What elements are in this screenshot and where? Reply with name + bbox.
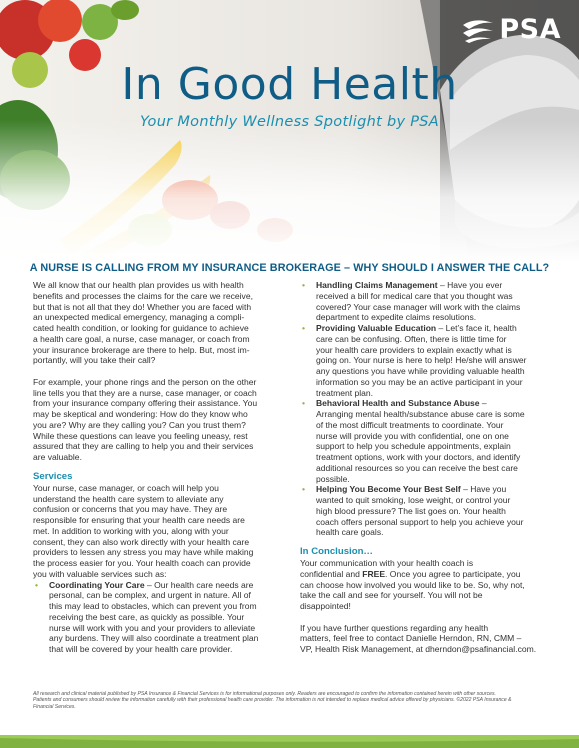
psa-logo-icon — [461, 17, 495, 43]
services-line: you with valuable services such as: — [33, 568, 167, 579]
bullet-line: coach offers personal support to help you achieve your — [316, 516, 524, 527]
bullet-line: any questions you have while providing valuable health — [316, 366, 525, 376]
conclusion-line: . Once you agree to participate, you — [385, 568, 521, 579]
bullet-title: Coordinating Your Care — [49, 579, 145, 590]
bullet-title: Behavioral Health and Substance Abuse — [316, 398, 480, 409]
bullet-line: of the most difficult treatments to coordinate. Your — [316, 419, 504, 430]
intro-line: cated health condition, or looking for guidance to achieve — [33, 323, 249, 333]
conclusion-line: take the call and see for yourself. You will not be — [300, 590, 483, 601]
services-line: the process easier for you. Your health coach can provide — [33, 558, 251, 568]
contact-paragraph — [300, 623, 550, 655]
left-column — [33, 280, 285, 655]
bullet-claims-management — [300, 280, 550, 323]
title-block — [0, 58, 579, 130]
services-line: providers to lessen any stress you may have while making — [33, 547, 254, 558]
example-line: are valuable. — [33, 452, 82, 462]
intro-line: but that is not all that they do! Whether you are faced with — [33, 301, 252, 312]
services-paragraph — [33, 483, 285, 580]
bullet-line: covered? Your case manager will work with the claims — [316, 301, 521, 312]
bullet-icon: • — [302, 398, 305, 409]
conclusion-paragraph — [300, 558, 550, 612]
bullet-title: Providing Valuable Education — [316, 323, 437, 333]
disclaimer — [33, 691, 553, 710]
contact-line: If you have further questions regarding any health — [300, 622, 489, 633]
bullet-line: high blood pressure? The list goes on. Your health — [316, 505, 506, 516]
newsletter-title: In Good Health — [121, 59, 458, 110]
bullet-line: department to expedite claims resolutions. — [316, 312, 477, 323]
bullet-line: treatment plan. — [316, 387, 374, 398]
bullet-line: support to help you schedule appointments, explain — [316, 441, 511, 452]
newsletter-subtitle: Your Monthly Wellness Spotlight by PSA — [139, 114, 440, 130]
spacer — [33, 366, 285, 377]
bullet-icon: • — [35, 579, 38, 590]
bullet-line: nurse will provide you with confidential, one on one — [316, 430, 509, 441]
services-line: consent, they can also work directly with your health care — [33, 536, 250, 547]
contact-line[interactable]: VP, Health Risk Management, at dherndon@psafinancial.com. — [300, 644, 537, 654]
bullet-line: – Have you ever — [437, 280, 503, 290]
services-line: confusion or concerns that you may have. They are — [33, 504, 228, 515]
bullet-line: – — [479, 398, 487, 409]
bullet-line: going on. Your nurse is here to help! He/she will answer — [316, 355, 527, 366]
example-line: you are? Why are they calling you? Can you trust them? — [33, 419, 246, 430]
bullet-best-self — [300, 484, 550, 538]
example-paragraph — [33, 377, 285, 463]
bullet-line: information so you may be an active participant in your — [316, 376, 523, 387]
bullet-coordinating-care — [33, 580, 285, 655]
bullet-line: treatment options, work with your doctors, and identify — [316, 452, 521, 462]
services-heading: Services — [33, 470, 73, 482]
spacer — [300, 612, 550, 623]
intro-paragraph — [33, 280, 285, 366]
bullet-line: personal, can be complex, and urgent in nature. All of — [49, 590, 251, 601]
services-line: Your nurse, case manager, or coach will help you — [33, 482, 219, 493]
bullet-line: receiving the best care, as quickly as possible. Your — [49, 611, 245, 622]
logo-text: PSA — [499, 14, 561, 45]
bullet-line: this may lead to obstacles, which can prevent you from — [49, 601, 257, 611]
bullet-line: any burdens. They will also coordinate a treatment plan — [49, 633, 259, 644]
example-line: While these questions can leave you feeling uneasy, rest — [33, 430, 248, 441]
conclusion-line: Your communication with your health coach is — [300, 558, 474, 568]
bullet-icon: • — [302, 484, 305, 495]
bullet-line: that will be covered by your health care provider. — [49, 644, 233, 654]
example-line: For example, your phone rings and the person on the other — [33, 376, 257, 387]
conclusion-heading: In Conclusion… — [300, 546, 374, 557]
bullet-line: – Let’s face it, health — [436, 323, 517, 333]
bullet-line: nurse will work with you and your providers to alleviate — [49, 622, 256, 633]
disclaimer-line: Financial Services. — [33, 703, 76, 710]
bullet-line: – Our health care needs are — [144, 579, 254, 590]
bullet-line: Arranging mental health/substance abuse care is some — [316, 409, 525, 419]
footer-bar — [0, 735, 579, 748]
bullet-line: possible. — [316, 473, 350, 484]
bullet-icon: • — [302, 280, 305, 290]
bullet-icon: • — [302, 323, 305, 333]
bullet-line: – Have you — [460, 484, 507, 495]
example-line: assured that they are calling to help you and their services — [33, 441, 254, 452]
services-line: understand the health care system to alleviate any — [33, 493, 224, 504]
bullet-line: additional resources so you can receive the best care — [316, 462, 518, 473]
example-line: line tells you that they are a nurse, case manager, or coach — [33, 387, 257, 398]
bullet-line: your health care providers to explain exactly what is — [316, 344, 512, 355]
bullet-line: health care goals. — [316, 527, 384, 538]
psa-logo — [461, 14, 561, 45]
header-banner — [0, 0, 579, 262]
intro-line: an unexpected medical emergency, managing a compli- — [33, 312, 245, 323]
intro-line: your insurance brokerage are there to help. But, most im- — [33, 344, 250, 355]
article-headline: A NURSE IS CALLING FROM MY INSURANCE BROKERAGE – WHY SHOULD I ANSWER THE CALL? — [29, 262, 550, 274]
services-bullet-list-left — [33, 580, 285, 655]
conclusion-line: can choose how involved you would like to be. So, why not, — [300, 579, 525, 590]
disclaimer-line: Patients and consumers should review the information carefully with their professional health care provider. The information is not intended to replace medical advice offered by physicians. ©2022 PSA Insurance & — [33, 697, 512, 704]
intro-line: portantly, will you take their call? — [33, 355, 156, 366]
bullet-title: Helping You Become Your Best Self — [316, 484, 461, 495]
right-column — [300, 280, 550, 655]
example-line: from your insurance company offering their assistance. You — [33, 398, 258, 409]
free-emphasis: FREE — [362, 568, 386, 579]
intro-line: a health care goal, a nurse, case manager, or coach from — [33, 333, 250, 344]
intro-line: We all know that our health plan provides us with health — [33, 280, 244, 290]
conclusion-line: disappointed! — [300, 601, 351, 611]
example-line: may be skeptical and wondering: How do they know who — [33, 409, 248, 419]
bullet-title: Handling Claims Management — [316, 280, 438, 290]
contact-line: matters, feel free to contact Danielle Herndon, RN, CMM – — [300, 633, 522, 644]
bullet-behavioral-health — [300, 398, 550, 484]
services-bullet-list-right — [300, 280, 550, 538]
intro-line: benefits and processes the claims for the care we receive, — [33, 290, 253, 301]
bullet-line: care can be confusing. Often, there is little time for — [316, 333, 507, 344]
disclaimer-line: All research and clinical material published by PSA Insurance & Financial Services is for informational purposes only. Readers are encouraged to confirm the information contained herein with other sources. — [33, 691, 496, 697]
bullet-line: wanted to quit smoking, lose weight, or control your — [316, 495, 511, 505]
bullet-valuable-education — [300, 323, 550, 398]
services-line: met. In addition to working with you, along with your — [33, 525, 229, 536]
conclusion-line: confidential and — [300, 568, 363, 579]
services-line: responsible for ensuring that your health care needs are — [33, 515, 245, 525]
bullet-line: received a bill for medical care that you thought was — [316, 290, 513, 301]
